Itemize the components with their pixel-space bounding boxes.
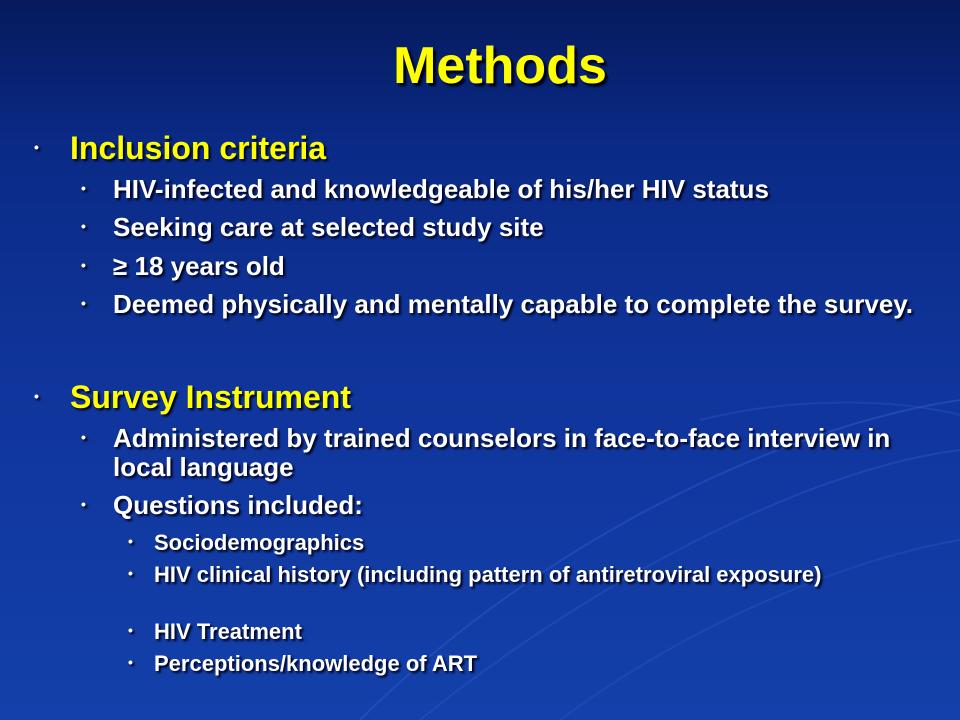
- sub-list-item-text: HIV Treatment: [154, 619, 302, 644]
- section-heading-survey: [34, 379, 930, 415]
- list-item-text: Administered by trained counselors in face-to-face interview in local language: [113, 423, 891, 482]
- bullet-icon: •: [81, 218, 86, 234]
- list-item-text: Deemed physically and mentally capable to complete the survey.: [113, 289, 914, 319]
- bullet-icon: •: [128, 622, 133, 638]
- list-item-text: Questions included:: [113, 490, 363, 520]
- list-item: [81, 423, 903, 482]
- bullet-icon: •: [81, 257, 86, 273]
- bullet-icon: •: [128, 654, 133, 670]
- list-item-text: HIV-infected and knowledgeable of his/her HIV status: [113, 174, 769, 204]
- section-heading-text: Inclusion criteria: [70, 130, 327, 166]
- section-heading-text: Survey Instrument: [70, 379, 351, 415]
- bullet-icon: •: [81, 180, 86, 196]
- bullet-icon: •: [81, 295, 86, 311]
- sub-list-item: [128, 530, 914, 555]
- list-item: [81, 174, 933, 204]
- bullet-icon: •: [128, 565, 133, 581]
- bullet-icon: •: [128, 533, 133, 549]
- list-item: [81, 289, 928, 319]
- bullet-icon: •: [34, 388, 39, 404]
- sub-list-item: [128, 562, 874, 587]
- list-item-text: ≥ 18 years old: [113, 251, 285, 281]
- sub-list-item: [128, 619, 914, 644]
- list-item-text: Seeking care at selected study site: [113, 212, 544, 242]
- sub-list-item-text: Sociodemographics: [154, 530, 365, 555]
- sub-list-item: [128, 651, 914, 676]
- bullet-icon: •: [81, 429, 86, 445]
- section-heading-inclusion: [34, 130, 930, 166]
- page-title: Methods: [393, 37, 607, 95]
- sub-list-item-text: Perceptions/knowledge of ART: [154, 651, 478, 676]
- sub-list-item-text: HIV clinical history (including pattern of antiretroviral exposure): [154, 562, 822, 587]
- list-item: [81, 490, 933, 520]
- bullet-icon: •: [81, 496, 86, 512]
- bullet-icon: •: [34, 139, 39, 155]
- list-item: [81, 251, 933, 281]
- list-item: [81, 212, 933, 242]
